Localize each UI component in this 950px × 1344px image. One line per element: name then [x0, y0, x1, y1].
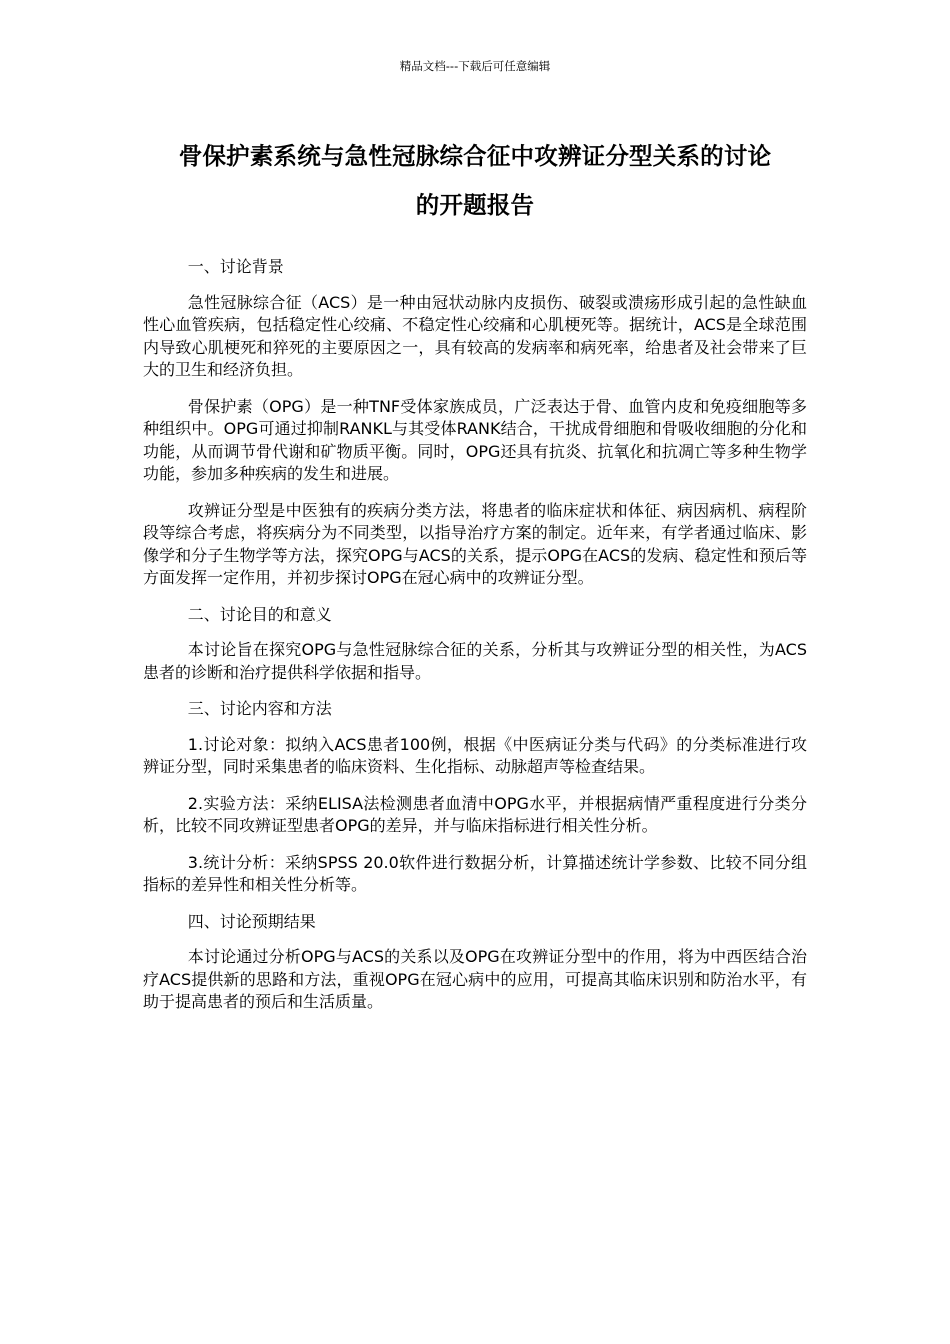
section-heading-background: 一、讨论背景 [187, 257, 284, 276]
title-line-2: 的开题报告 [415, 191, 535, 219]
paragraph: 攻辨证分型是中医独有的疾病分类方法，将患者的临床症状和体征、病因病机、病程阶段等综合考虑，将疾病分为不同类型，以指导治疗方案的制定。近年来，有学者通过临床、影像学和分子生物学等方法，探究OPG与ACS的关系，提示OPG在ACS的发病、稳定性和预后等方面发挥一定作用，并初步探讨OPG在冠心病中的攻辨证分型。 [143, 500, 807, 587]
paragraph: 本讨论旨在探究OPG与急性冠脉综合征的关系，分析其与攻辨证分型的相关性，为ACS患者的诊断和治疗提供科学依据和指导。 [143, 640, 807, 682]
paragraph: 2.实验方法：采纳ELISA法检测患者血清中OPG水平，并根据病情严重程度进行分类分析，比较不同攻辨证型患者OPG的差异，并与临床指标进行相关性分析。 [143, 793, 807, 835]
paragraph: 本讨论通过分析OPG与ACS的关系以及OPG在攻辨证分型中的作用，将为中西医结合治疗ACS提供新的思路和方法，重视OPG在冠心病中的应用，可提高其临床识别和防治水平，有助于提高患者的预后和生活质量。 [143, 947, 807, 1011]
header-note: 精品文档---下载后可任意编辑 [399, 59, 551, 73]
paragraph: 急性冠脉综合征（ACS）是一种由冠状动脉内皮损伤、破裂或溃疡形成引起的急性缺血性心血管疾病，包括稳定性心绞痛、不稳定性心绞痛和心肌梗死等。据统计，ACS是全球范围内导致心肌梗死和猝死的主要原因之一，具有较高的发病率和病死率，给患者及社会带来了巨大的卫生和经济负担。 [143, 292, 807, 379]
paragraph: 1.讨论对象：拟纳入ACS患者100例，根据《中医病证分类与代码》的分类标准进行攻辨证分型，同时采集患者的临床资料、生化指标、动脉超声等检查结果。 [143, 734, 807, 776]
paragraph: 3.统计分析：采纳SPSS 20.0软件进行数据分析，计算描述统计学参数、比较不同分组指标的差异性和相关性分析等。 [143, 852, 807, 894]
section-heading-methods: 三、讨论内容和方法 [187, 699, 332, 718]
document-title [130, 132, 820, 230]
document-body [143, 256, 807, 1028]
title-line-1: 骨保护素系统与急性冠脉综合征中攻辨证分型关系的讨论 [178, 142, 772, 170]
section-heading-results: 四、讨论预期结果 [187, 911, 316, 931]
section-heading-purpose: 二、讨论目的和意义 [187, 604, 332, 624]
paragraph: 骨保护素（OPG）是一种TNF受体家族成员，广泛表达于骨、血管内皮和免疫细胞等多种组织中。OPG可通过抑制RANKL与其受体RANK结合，干扰成骨细胞和骨吸收细胞的分化和功能，从而调节骨代谢和矿物质平衡。同时，OPG还具有抗炎、抗氧化和抗凋亡等多种生物学功能，参加多种疾病的发生和进展。 [143, 396, 807, 483]
